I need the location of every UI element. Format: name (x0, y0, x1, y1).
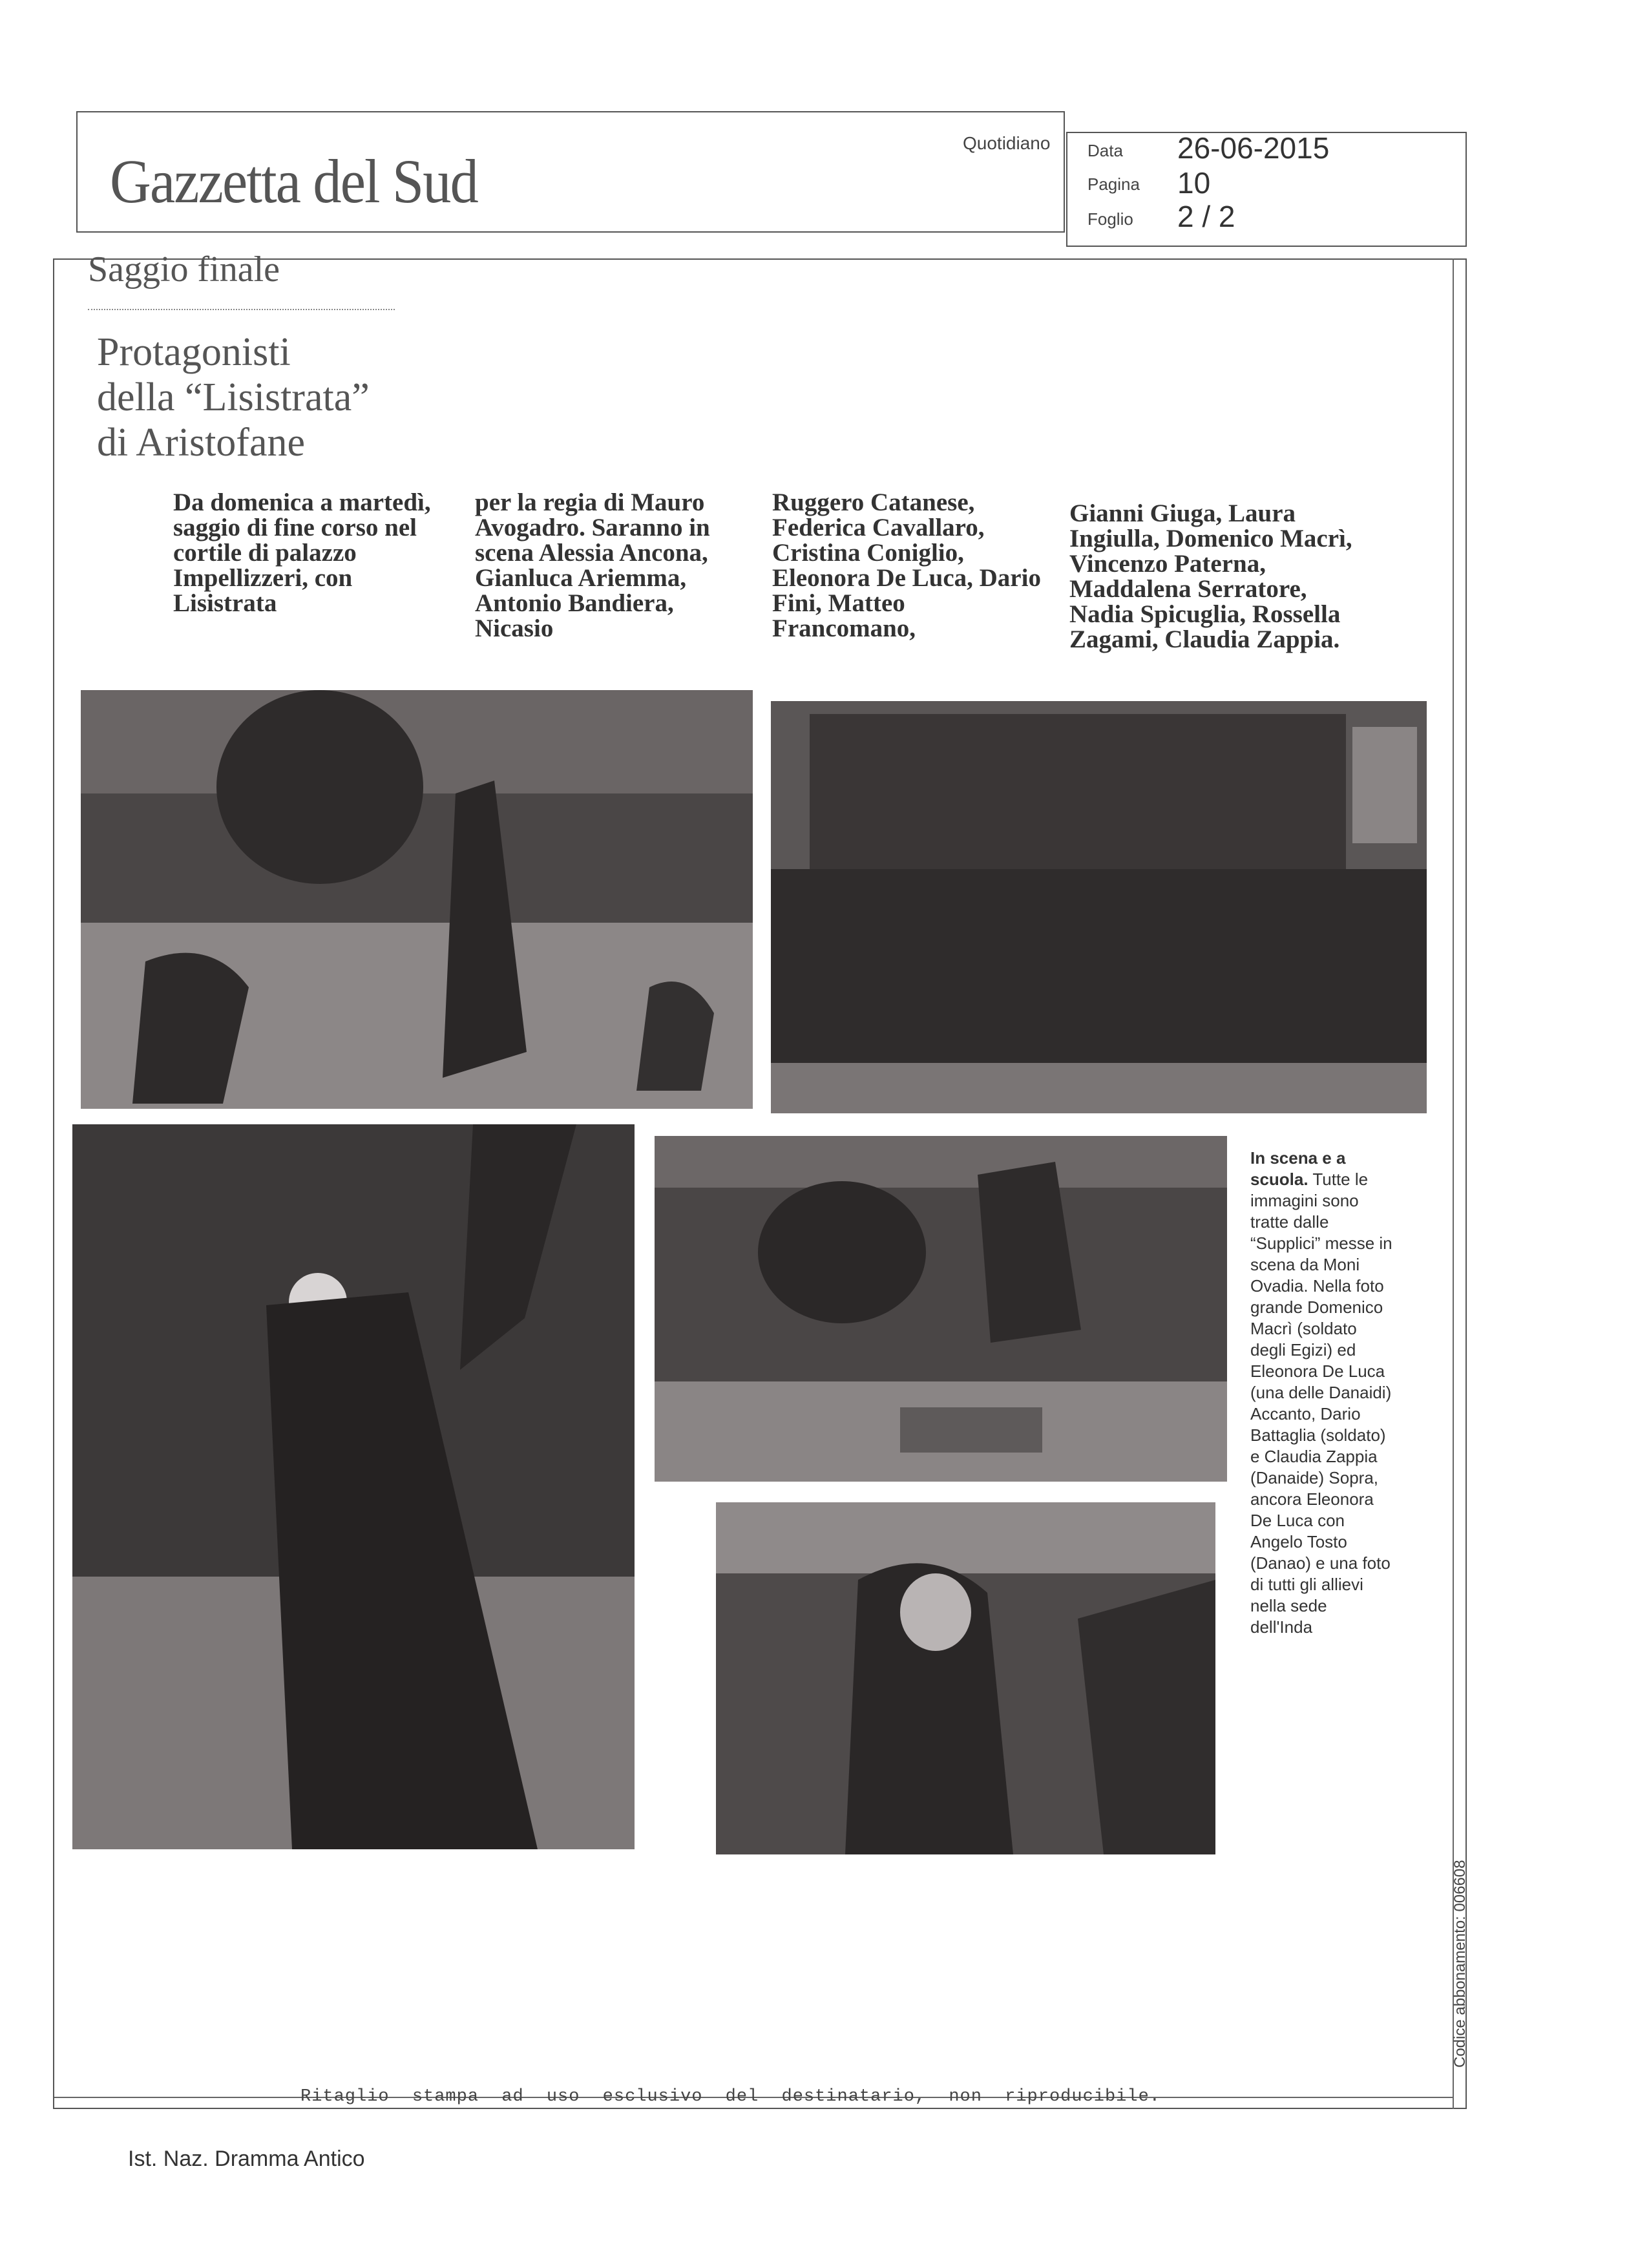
institution-name: Ist. Naz. Dramma Antico (128, 2147, 365, 2171)
publication-type: Quotidiano (963, 133, 1051, 153)
date-value: 26-06-2015 (1177, 131, 1330, 165)
headline-line-2: della “Lisistrata” (97, 375, 370, 419)
masthead: Gazzetta del Sud (110, 147, 478, 216)
article-column-2: per la regia di Mauro Avogadro. Saranno in scena Alessia Ancona, Gianluca Ariemma, Antonio Bandiera, Nicasio (475, 488, 710, 642)
page-label: Pagina (1087, 174, 1140, 194)
photo-soldier-danaide (655, 1136, 1227, 1482)
caption-lead: In scena e a scuola. (1250, 1148, 1346, 1189)
margin-line (1453, 258, 1454, 2109)
subscription-code: Codice abbonamento: 006608 (1451, 1860, 1469, 2068)
kicker: Saggio finale (88, 249, 280, 289)
headline-line-3: di Aristofane (97, 421, 305, 465)
reproduction-notice: Ritaglio stampa ad uso esclusivo del destinatario, non riproducibile. (300, 2087, 1161, 2106)
photo-caption (1250, 1148, 1392, 1638)
headline-line-1: Protagonisti (97, 330, 291, 374)
headline (97, 330, 370, 465)
photo-large-soldier (72, 1124, 635, 1849)
sheet-value: 2 / 2 (1177, 200, 1235, 233)
caption-body: Tutte le immagini sono tratte dalle “Supplici” messe in scena da Moni Ovadia. Nella foto grande Domenico Macrì (soldato degli Egizi) ed Eleonora De Luca (una delle Danaidi) Accanto, Dario Battaglia (soldato) e Claudia Zappia (Danaide) Sopra, ancora Eleonora De Luca con Angelo Tosto (Danao) e una foto di tutti gli allievi nella sede dell'Inda (1250, 1170, 1392, 1637)
photo-stage-performance (81, 690, 753, 1109)
photo-group-students (771, 701, 1427, 1113)
sheet-label: Foglio (1087, 209, 1133, 229)
article-column-1: Da domenica a martedì, saggio di fine corso nel cortile di palazzo Impellizzeri, con Lisistrata (173, 488, 431, 617)
date-label: Data (1087, 141, 1123, 160)
page-value: 10 (1177, 166, 1211, 200)
kicker-rule (88, 309, 395, 310)
article-column-3: Ruggero Catanese, Federica Cavallaro, Cristina Coniglio, Eleonora De Luca, Dario Fini, Matteo Francomano, (772, 488, 1041, 642)
article-column-4: Gianni Giuga, Laura Ingiulla, Domenico Macrì, Vincenzo Paterna, Maddalena Serratore, Nadia Spicuglia, Rossella Zagami, Claudia Zappia. (1069, 499, 1352, 653)
photo-danao (716, 1502, 1215, 1854)
